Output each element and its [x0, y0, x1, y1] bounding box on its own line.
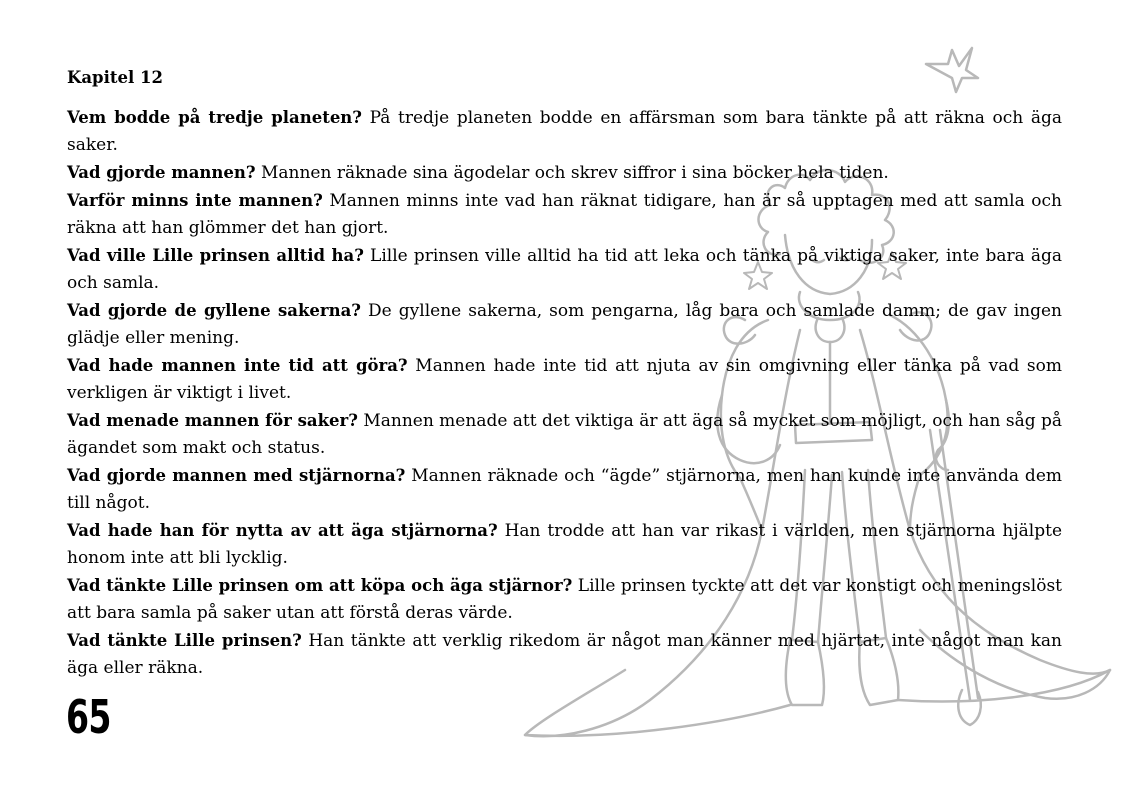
question: Vem bodde på tredje planeten? — [67, 108, 362, 127]
question: Vad gjorde mannen med stjärnorna? — [67, 466, 406, 485]
qa-item — [67, 462, 1062, 517]
qa-item — [67, 352, 1062, 407]
answer: Lille prinsen tyckte att det var konstigt och meningslöst att bara samla på saker utan att förstå deras värde. — [67, 576, 1062, 623]
question: Vad hade han för nytta av att äga stjärnorna? — [67, 521, 498, 540]
answer: Lille prinsen ville alltid ha tid att leka och tänka på viktiga saker, inte bara äga och samla. — [67, 246, 1063, 293]
question: Vad gjorde mannen? — [67, 163, 256, 182]
qa-item — [67, 104, 1062, 159]
chapter-title: Kapitel 12 — [67, 68, 163, 87]
answer: Mannen räknade sina ägodelar och skrev siffror i sina böcker hela tiden. — [260, 163, 889, 183]
question: Vad tänkte Lille prinsen? — [67, 631, 302, 650]
answer: På tredje planeten bodde en affärsman som bara tänkte på att räkna och äga saker. — [67, 108, 1062, 155]
answer: Mannen menade att det viktiga är att äga så mycket som möjligt, och han såg på ägandet som makt och status. — [67, 411, 1063, 458]
answer: Mannen räknade och “ägde” stjärnorna, men han kunde inte använda dem till något. — [67, 466, 1062, 513]
qa-list — [67, 104, 1062, 682]
question: Vad tänkte Lille prinsen om att köpa och äga stjärnor? — [67, 576, 573, 595]
question: Vad hade mannen inte tid att göra? — [67, 356, 408, 375]
qa-item — [67, 517, 1062, 572]
qa-item — [67, 572, 1062, 627]
question: Vad gjorde de gyllene sakerna? — [67, 301, 361, 320]
qa-item — [67, 159, 1062, 187]
qa-item — [67, 297, 1062, 352]
question: Vad ville Lille prinsen alltid ha? — [67, 246, 364, 265]
page-content — [67, 64, 1062, 682]
answer: Mannen minns inte vad han räknat tidigare, han är så upptagen med att samla och räkna att han glömmer det han gjort. — [67, 191, 1062, 238]
qa-item — [67, 407, 1062, 462]
answer: Han tänkte att verklig rikedom är något man känner med hjärtat, inte något man kan äga eller räkna. — [67, 631, 1062, 678]
page-number: 65 — [66, 690, 111, 744]
qa-item — [67, 627, 1062, 682]
question: Varför minns inte mannen? — [67, 191, 323, 210]
answer: De gyllene sakerna, som pengarna, låg bara och samlade damm; de gav ingen glädje eller mening. — [67, 301, 1062, 348]
qa-item — [67, 242, 1062, 297]
answer: Mannen hade inte tid att njuta av sin omgivning eller tänka på vad som verkligen är viktigt i livet. — [67, 356, 1063, 403]
question: Vad menade mannen för saker? — [67, 411, 358, 430]
qa-item — [67, 187, 1062, 242]
answer: Han trodde att han var rikast i världen, men stjärnorna hjälpte honom inte att bli lycklig. — [67, 521, 1063, 568]
